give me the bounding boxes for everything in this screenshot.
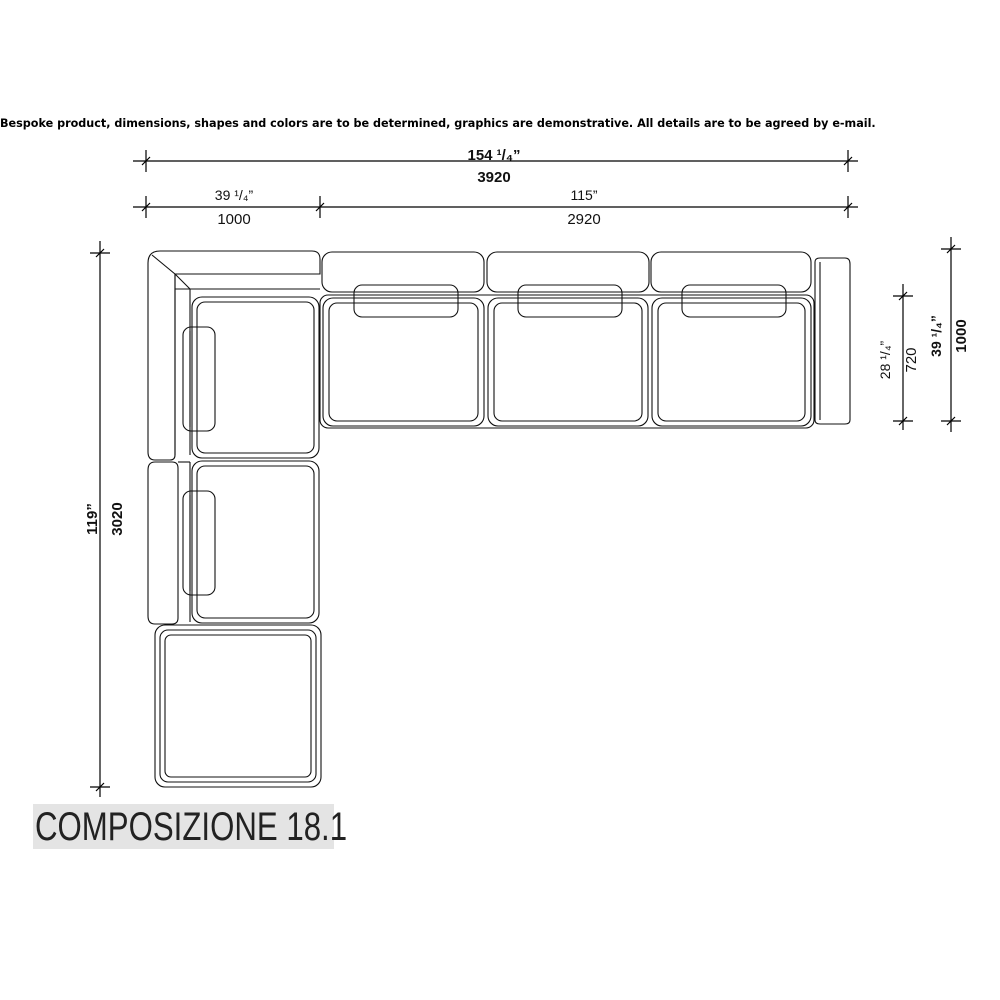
total-length-mm: 3020 xyxy=(109,502,126,536)
seat-depth-inches: 28 ¹/₄” xyxy=(877,340,893,380)
depth-inches: 39 ¹/₄” xyxy=(928,315,944,357)
total-width-inches: 154 ¹/₄” xyxy=(467,147,521,164)
sofa-outline xyxy=(148,251,850,787)
total-length-inches: 119” xyxy=(84,503,101,535)
corner-width-mm: 1000 xyxy=(217,211,251,228)
run-width-inches: 115” xyxy=(570,187,598,203)
composition-label-box xyxy=(33,804,348,849)
composition-label: COMPOSIZIONE 18.1 xyxy=(35,805,348,849)
corner-width-inches: 39 ¹/₄” xyxy=(214,187,254,203)
disclaimer-notice: Bespoke product, dimensions, shapes and colors are to be determined, graphics are demonstrative. All details are to be agreed by e-mail. xyxy=(0,117,876,130)
total-width-mm: 3920 xyxy=(477,169,511,186)
seat-depth-mm: 720 xyxy=(903,347,920,373)
depth-mm: 1000 xyxy=(953,319,970,353)
run-width-mm: 2920 xyxy=(567,211,601,228)
